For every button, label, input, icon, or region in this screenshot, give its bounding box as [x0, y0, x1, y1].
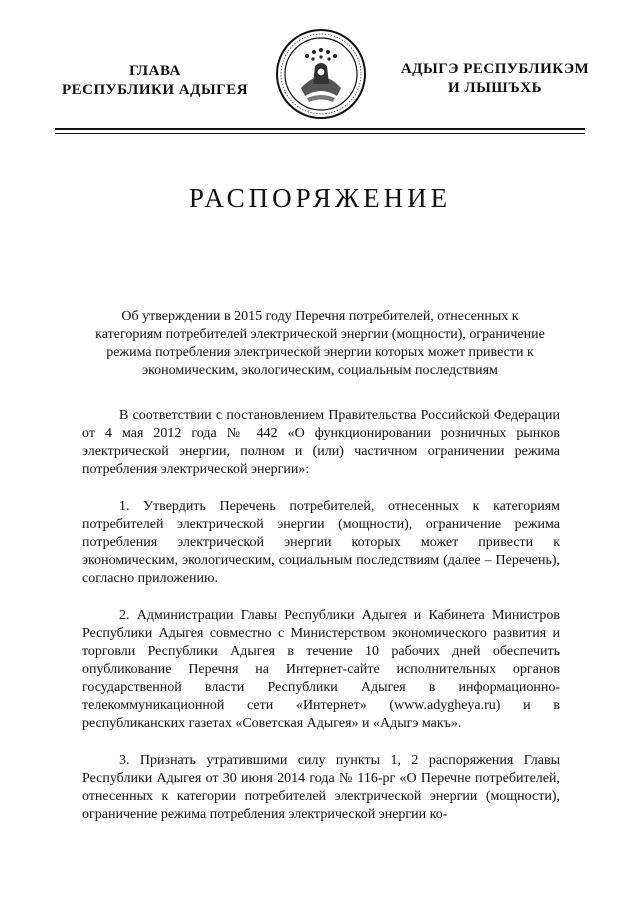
clause-1-paragraph: 1. Утвердить Перечень потребителей, отнесенных к категориям потребителей электрической энергии (мощности), ограничение режима потребления электрической энергии которых может привести к экономическим, экологическим, социальным последствиям (далее – Перечень), согласно приложению.: [82, 499, 560, 586]
clause-3-paragraph: 3. Признать утратившими силу пункты 1, 2 распоряжения Главы Республики Адыгея от 30 июня 2014 года № 116-рг «О Перечне потребителей, отнесенных к категории потребителей электрической энергии (мощности), ограничение режима потребления электрической энергии ко-: [82, 753, 560, 822]
coat-of-arms-icon: [273, 26, 369, 122]
header-divider-thin: [55, 133, 585, 134]
document-type-title: РАСПОРЯЖЕНИЕ: [188, 183, 452, 213]
issuer-title-russian: [40, 62, 270, 100]
issuer-title-line1: ГЛАВА: [129, 63, 181, 79]
clause-2-paragraph: 2. Администрации Главы Республики Адыгея и Кабинета Министров Республики Адыгея совместно с Министерством экономического развития и торговли Республики Адыгея в течение 10 рабочих дней обеспечить опубликование Перечня на Интернет-сайте исполнительных органов государственной власти Республики Адыгея в информационно-телекоммуникационной сети «Интернет» (www.adygheya.ru) и в республиканских газетах «Советская Адыгея» и «Адыгэ макъ».: [82, 608, 560, 731]
document-subject: Об утверждении в 2015 году Перечня потребителей, отнесенных к категориям потребителей электрической энергии (мощности), ограничение режима потребления электрической энергии которых может привести к экономическим, экологическим, социальным последствиям: [95, 309, 545, 378]
header-divider-thick: [55, 128, 585, 130]
issuer-title-adyghe: [380, 60, 610, 98]
issuer-title-line2: РЕСПУБЛИКИ АДЫГЕЯ: [61, 82, 249, 98]
issuer-title-adyghe-line1: АДЫГЭ РЕСПУБЛИКЭМ: [400, 61, 590, 77]
preamble-paragraph: В соответствии с постановлением Правительства Российской Федерации от 4 мая 2012 года № 442 «О функционировании розничных рынков электрической энергии, полном и (или) частичном ограничении режима потребления электрической энергии»:: [82, 408, 560, 477]
document-body: [82, 407, 560, 843]
issuer-title-adyghe-line2: И ЛЫШЪХЬ: [447, 80, 543, 96]
